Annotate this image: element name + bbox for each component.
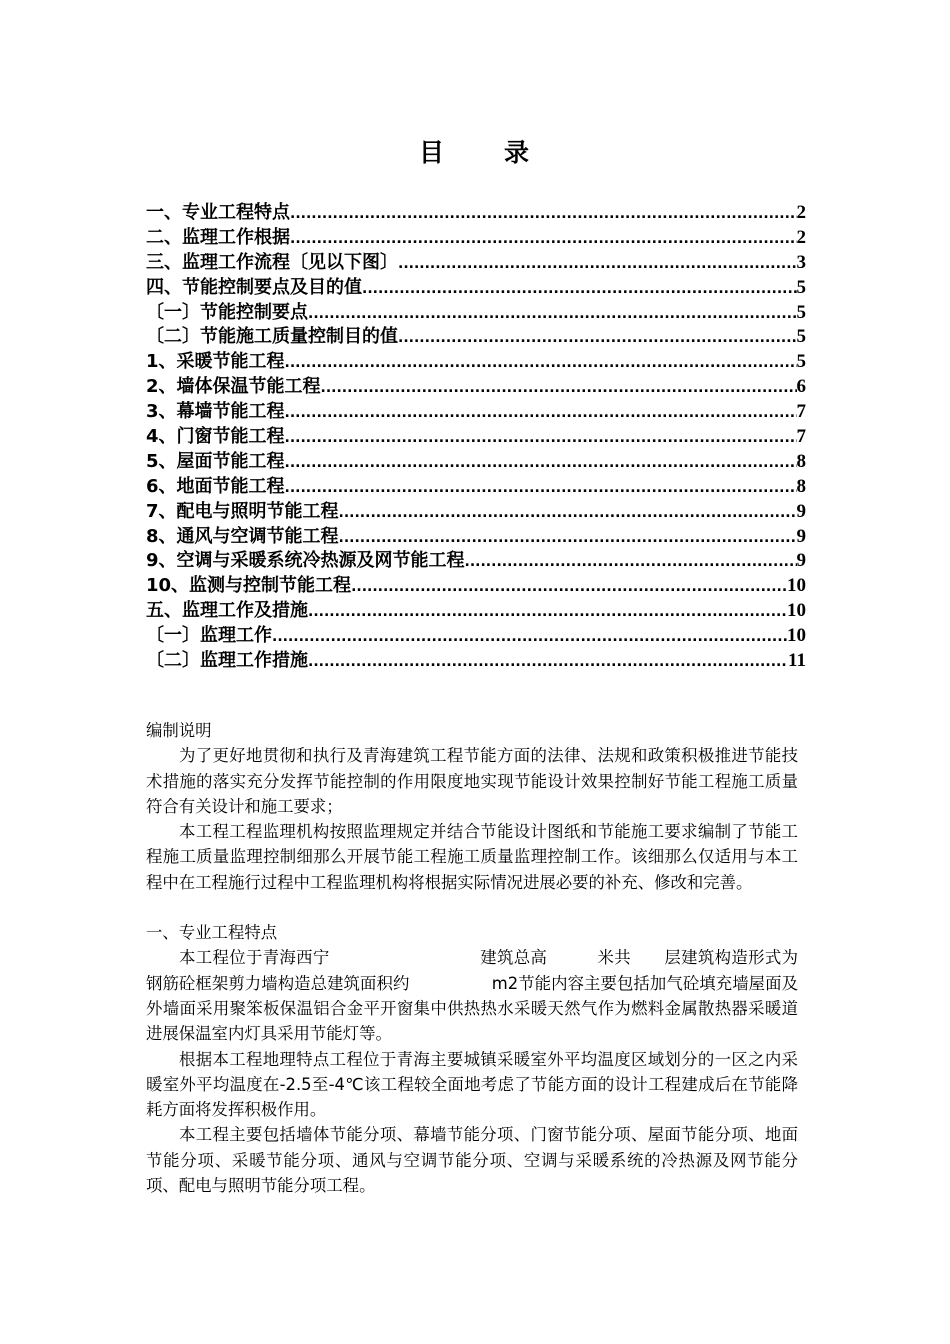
toc-dot-leader bbox=[339, 526, 797, 551]
toc-entry[interactable] bbox=[146, 624, 806, 649]
toc-dot-leader bbox=[362, 277, 797, 302]
features-paragraph-1: 本工程位于青海西宁 建筑总高 米共 层建筑构造形式为钢筋砼框架剪力墙构造总建筑面积约 m2节能内容主要包括加气砼填充墙屋面及外墙面采用聚笨板保温铝合金平开窗集中供热热水采暖天然气作为燃料金属散热器采暖道进展保温室内灯具采用节能灯等。 bbox=[146, 948, 798, 1044]
toc-entry-page-number: 6 bbox=[796, 376, 806, 398]
toc-entry-label: 7、配电与照明节能工程 bbox=[146, 500, 339, 522]
toc-entry-page-number: 9 bbox=[796, 500, 806, 522]
toc-entry-label: 一、专业工程特点 bbox=[146, 202, 290, 223]
toc-entry-label: 二、监理工作根据 bbox=[146, 226, 290, 248]
toc-entry[interactable] bbox=[146, 649, 806, 674]
toc-entry-page-number: 9 bbox=[796, 550, 806, 572]
toc-entry[interactable] bbox=[146, 276, 806, 301]
toc-entry-page-number: 8 bbox=[796, 450, 806, 472]
toc-entry[interactable] bbox=[146, 350, 806, 375]
toc-entry-page-number: 2 bbox=[796, 226, 806, 248]
toc-dot-leader bbox=[285, 351, 797, 376]
title-char-1: 目 bbox=[418, 138, 446, 167]
toc-entry-label: 5、屋面节能工程 bbox=[146, 450, 285, 472]
toc-dot-leader bbox=[398, 252, 797, 277]
toc-dot-leader bbox=[398, 326, 797, 351]
blank-line bbox=[146, 895, 798, 920]
toc-entry-label: 1、采暖节能工程 bbox=[146, 351, 285, 373]
toc-entry-page-number: 9 bbox=[796, 525, 806, 547]
toc-dot-leader bbox=[339, 501, 797, 526]
toc-dot-leader bbox=[272, 625, 787, 650]
toc-entry-label: 三、监理工作流程〔见以下图〕 bbox=[146, 251, 398, 273]
toc-dot-leader bbox=[308, 600, 787, 625]
toc-entry-page-number: 10 bbox=[787, 575, 806, 597]
toc-entry[interactable] bbox=[146, 475, 806, 500]
toc-dot-leader bbox=[465, 550, 797, 575]
toc-entry-page-number: 10 bbox=[787, 600, 806, 622]
section-heading-preface: 编制说明 bbox=[146, 721, 212, 740]
toc-entry-label: 〔二〕节能施工质量控制目的值 bbox=[146, 326, 398, 348]
toc-entry-label: 四、节能控制要点及目的值 bbox=[146, 276, 362, 298]
toc-entry-label: 9、空调与采暖系统冷热源及网节能工程 bbox=[146, 550, 465, 572]
preface-paragraph-1: 为了更好地贯彻和执行及青海建筑工程节能方面的法律、法规和政策积极推进节能技术措施的落实充分发挥节能控制的作用限度地实现节能设计效果控制好节能工程施工质量符合有关设计和施工要求； bbox=[146, 746, 798, 816]
toc-entry-label: 〔一〕节能控制要点 bbox=[146, 301, 308, 323]
document-body bbox=[146, 718, 798, 1198]
toc-entry[interactable] bbox=[146, 201, 806, 226]
toc-entry-label: 10、监测与控制节能工程 bbox=[146, 575, 352, 597]
toc-dot-leader bbox=[285, 401, 797, 426]
toc-entry-page-number: 5 bbox=[796, 276, 806, 298]
toc-entry-page-number: 7 bbox=[796, 426, 806, 448]
toc-entry[interactable] bbox=[146, 574, 806, 599]
toc-entry-page-number: 5 bbox=[796, 301, 806, 323]
toc-entry[interactable] bbox=[146, 325, 806, 350]
toc-entry[interactable] bbox=[146, 500, 806, 525]
toc-entry-page-number: 11 bbox=[788, 650, 806, 672]
toc-entry[interactable] bbox=[146, 301, 806, 326]
toc-entry[interactable] bbox=[146, 450, 806, 475]
toc-entry[interactable] bbox=[146, 400, 806, 425]
toc-dot-leader bbox=[351, 575, 787, 600]
toc-entry-page-number: 7 bbox=[796, 401, 806, 423]
toc-entry-page-number: 3 bbox=[796, 251, 806, 273]
toc-entry[interactable] bbox=[146, 375, 806, 400]
toc-entry[interactable] bbox=[146, 251, 806, 276]
toc-dot-leader bbox=[285, 451, 797, 476]
features-paragraph-3: 本工程主要包括墙体节能分项、幕墙节能分项、门窗节能分项、屋面节能分项、地面节能分项、采暖节能分项、通风与空调节能分项、空调与采暖系统的冷热源及网节能分项、配电与照明节能分项工程。 bbox=[146, 1125, 798, 1196]
toc-entry-label: 〔二〕监理工作措施 bbox=[146, 650, 308, 672]
toc-entry-label: 4、门窗节能工程 bbox=[146, 426, 285, 448]
toc-entry-page-number: 10 bbox=[787, 625, 806, 647]
features-paragraph-2: 根据本工程地理特点工程位于青海主要城镇采暖室外平均温度区域划分的一区之内采暖室外平均温度在-2.5至-4℃该工程较全面地考虑了节能方面的设计工程建成后在节能降耗方面将发挥积极作用。 bbox=[146, 1049, 798, 1120]
page-title bbox=[0, 133, 950, 169]
toc-entry[interactable] bbox=[146, 599, 806, 624]
toc-entry-label: 〔一〕监理工作 bbox=[146, 625, 272, 647]
toc-entry-label: 6、地面节能工程 bbox=[146, 475, 285, 497]
toc-entry[interactable] bbox=[146, 549, 806, 574]
toc-dot-leader bbox=[290, 227, 797, 252]
toc-entry[interactable] bbox=[146, 226, 806, 251]
toc-dot-leader bbox=[290, 202, 797, 227]
toc-dot-leader bbox=[321, 376, 797, 401]
toc-entry-label: 8、通风与空调节能工程 bbox=[146, 525, 339, 547]
title-char-2: 录 bbox=[504, 138, 532, 167]
toc-entry-page-number: 5 bbox=[796, 351, 806, 373]
table-of-contents bbox=[146, 201, 806, 674]
toc-dot-leader bbox=[308, 302, 797, 327]
toc-dot-leader bbox=[285, 476, 797, 501]
section-heading-project-features: 一、专业工程特点 bbox=[146, 923, 278, 943]
toc-dot-leader bbox=[308, 650, 788, 675]
toc-entry-page-number: 5 bbox=[796, 326, 806, 348]
toc-entry[interactable] bbox=[146, 425, 806, 450]
toc-entry-page-number: 8 bbox=[796, 475, 806, 497]
toc-entry-label: 2、墙体保温节能工程 bbox=[146, 376, 321, 398]
toc-entry-label: 五、监理工作及措施 bbox=[146, 600, 308, 622]
toc-entry[interactable] bbox=[146, 525, 806, 550]
preface-paragraph-2: 本工程工程监理机构按照监理规定并结合节能设计图纸和节能施工要求编制了节能工程施工质量监理控制细那么开展节能工程施工质量监理控制工作。该细那么仅适用与本工程中在工程施行过程中工程监理机构将根据实际情况进展必要的补充、修改和完善。 bbox=[146, 822, 798, 892]
toc-entry-label: 3、幕墙节能工程 bbox=[146, 401, 285, 423]
toc-entry-page-number: 2 bbox=[796, 202, 806, 223]
toc-dot-leader bbox=[285, 426, 797, 451]
